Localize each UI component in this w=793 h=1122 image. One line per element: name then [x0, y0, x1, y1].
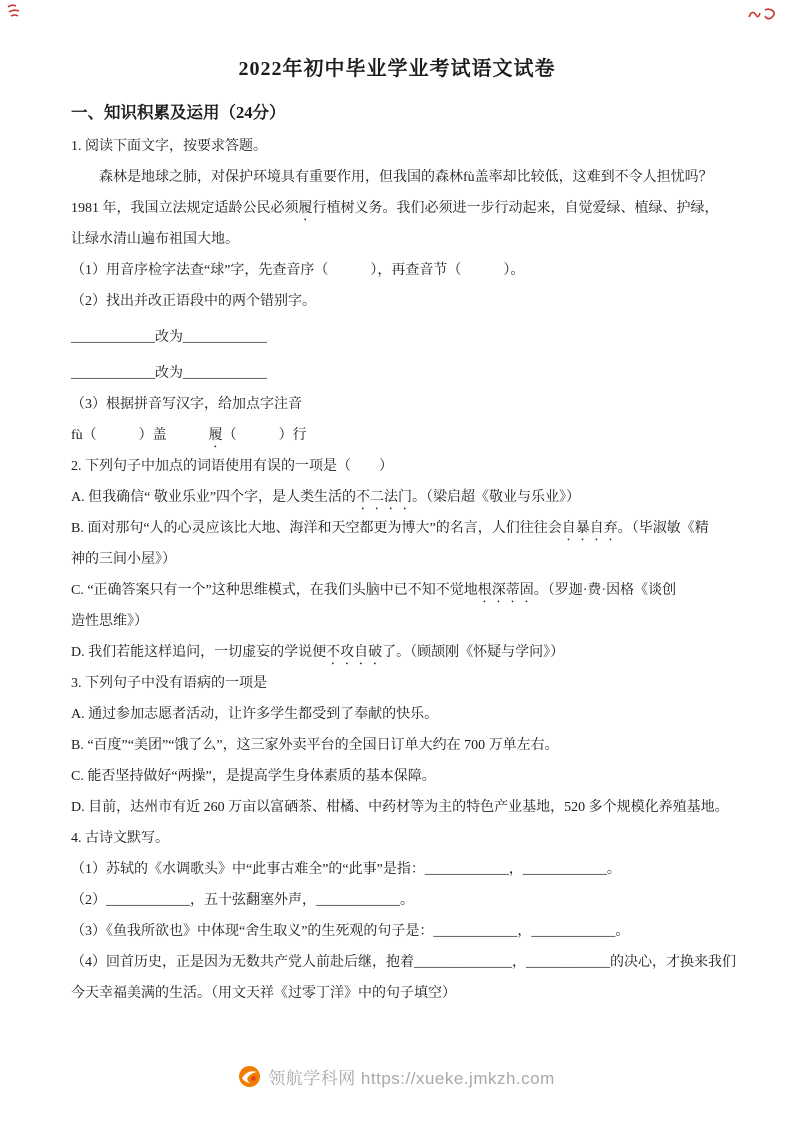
- text-line: [71, 730, 723, 761]
- text-segment: fù（ ）盖: [71, 428, 209, 443]
- text-line: [71, 792, 729, 823]
- text-segment: 2. 下列句子中加点的词语使用有误的一项是（ ）: [71, 459, 393, 474]
- emphasized-text: 不攻自破: [326, 645, 383, 660]
- text-segment: 今天幸福美满的生活。（用文天祥《过零丁洋》中的句子填空）: [71, 986, 456, 1001]
- text-line: [71, 322, 723, 353]
- body-lines: [71, 131, 736, 1009]
- text-segment: A. 通过参加志愿者活动，让许多学生都受到了奉献的快乐。: [71, 707, 439, 722]
- text-line: [71, 131, 723, 162]
- text-line: [71, 162, 723, 193]
- text-segment: 3. 下列句子中没有语病的一项是: [71, 676, 267, 691]
- text-line: [71, 854, 723, 885]
- text-segment: 。（罗迦·费·因格《谈创: [533, 583, 677, 598]
- text-segment: 。（毕淑敏《精: [617, 521, 709, 536]
- text-segment: C. “正确答案只有一个”这种思维模式，在我们头脑中已不知不觉地: [71, 583, 478, 598]
- text-segment: C. 能否坚持做好“两操”，是提高学生身体素质的基本保障。: [71, 769, 436, 784]
- text-segment: 神的三间小屋》）: [71, 552, 176, 567]
- watermark-footer: [0, 1064, 793, 1089]
- text-segment: B. 面对那句“人的心灵应该比大地、海洋和天空都更为博大”的名言，人们往往会: [71, 521, 562, 536]
- text-line: [71, 761, 723, 792]
- text-segment: （3）根据拼音写汉字，给加点字注音: [71, 397, 302, 412]
- text-segment: （1）苏轼的《水调歌头》中“此事古难全”的“此事”是指：____________，____________。: [71, 862, 621, 877]
- text-segment: 4. 古诗文默写。: [71, 831, 169, 846]
- emphasized-text: 履: [298, 201, 313, 216]
- text-line: [71, 699, 723, 730]
- text-segment: ____________改为____________: [71, 330, 267, 345]
- text-segment: D. 目前，达州市有近 260 万亩以富硒茶、柑橘、中药材等为主的特色产业基地，520 多个规模化养殖基地。: [71, 800, 729, 815]
- emphasized-text: 自暴自弃: [561, 521, 618, 536]
- text-line: [71, 916, 723, 947]
- text-segment: 1981 年，我国立法规定适龄公民必须: [71, 201, 299, 216]
- text-segment: ____________改为____________: [71, 366, 267, 381]
- corner-stamp-right-icon: [747, 6, 779, 27]
- emphasized-text: 不二法门: [356, 490, 413, 505]
- text-line: [71, 513, 723, 544]
- text-line: [71, 482, 723, 513]
- text-line: [71, 668, 723, 699]
- text-line: [71, 978, 723, 1009]
- emphasized-text: 履: [208, 428, 223, 443]
- text-segment: B. “百度”“美团”“饿了么”，这三家外卖平台的全国日订单大约在 700 万单左右。: [71, 738, 559, 753]
- text-segment: （1）用音序检字法查“球”字，先查音序（ ），再查音节（ ）。: [71, 263, 525, 278]
- text-line: [71, 451, 723, 482]
- text-line: [71, 358, 723, 389]
- text-segment: （4）回首历史，正是因为无数共产党人前赴后继，抱着______________，____________的决心，才换来我们: [71, 955, 736, 970]
- text-segment: A. 但我确信“ 敬业乐业”四个字，是人类生活的: [71, 490, 357, 505]
- text-line: [71, 823, 723, 854]
- document-content: [71, 54, 736, 1009]
- text-segment: （3）《鱼我所欲也》中体现“舍生取义”的生死观的句子是：____________，____________。: [71, 924, 630, 939]
- text-line: [71, 606, 723, 637]
- text-line: [71, 947, 736, 978]
- text-line: [71, 637, 723, 668]
- text-line: [71, 224, 723, 255]
- site-logo-icon: [238, 1065, 261, 1088]
- text-segment: 森林是地球之肺，对保护环境具有重要作用，但我国的森林fù盖率却比较低，这难到不令人担忧吗？: [99, 170, 713, 185]
- text-line: [71, 389, 723, 420]
- text-segment: 。（梁启超《敬业与乐业》）: [412, 490, 581, 505]
- text-segment: （2）____________，五十弦翻塞外声，____________。: [71, 893, 414, 908]
- page-title: 2022年初中毕业学业考试语文试卷: [238, 58, 556, 80]
- text-segment: 行植树义务。我们必须进一步行动起来，自觉爱绿、植绿、护绿，: [312, 201, 719, 216]
- text-segment: 让绿水清山遍布祖国大地。: [71, 232, 239, 247]
- text-line: [71, 255, 723, 286]
- text-line: [71, 575, 723, 606]
- text-segment: 1. 阅读下面文字，按要求答题。: [71, 139, 267, 154]
- section-heading: 一、知识积累及运用（24分）: [71, 103, 286, 122]
- text-line: [71, 544, 723, 575]
- text-segment: （2）找出并改正语段中的两个错别字。: [71, 294, 316, 309]
- watermark-text: 领航学科网 https://xueke.jmkzh.com: [268, 1069, 555, 1088]
- emphasized-text: 根深蒂固: [477, 583, 534, 598]
- text-segment: 造性思维》）: [71, 614, 148, 629]
- text-line: [71, 193, 723, 224]
- corner-stamp-left-icon: [6, 3, 24, 24]
- text-line: [71, 885, 723, 916]
- text-segment: （ ）行: [222, 428, 307, 443]
- text-segment: 了。（顾颉刚《怀疑与学问》）: [382, 645, 565, 660]
- text-line: [71, 420, 723, 451]
- text-line: [71, 286, 723, 317]
- text-segment: D. 我们若能这样追问，一切虚妄的学说便: [71, 645, 327, 660]
